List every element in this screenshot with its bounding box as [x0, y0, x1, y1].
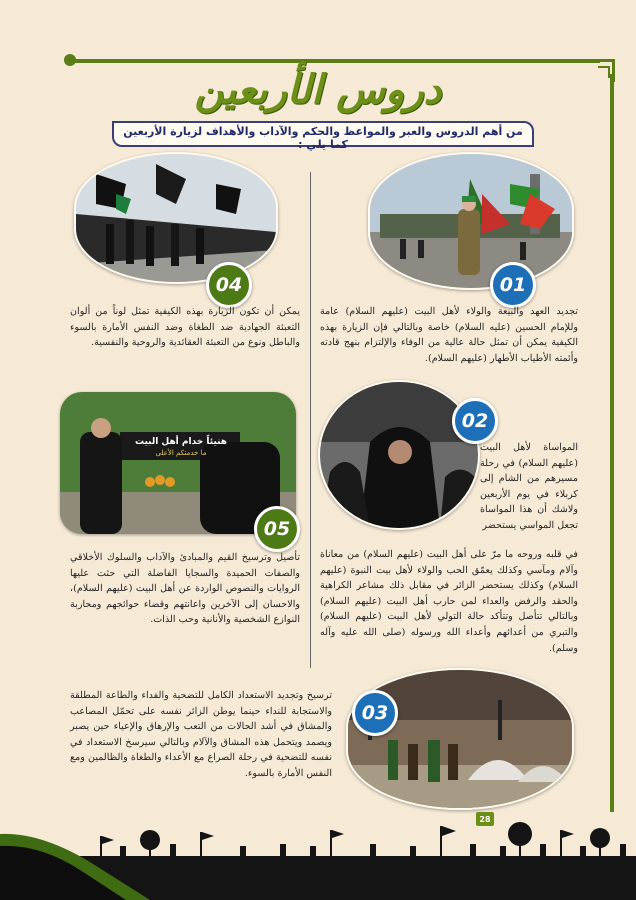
section-01-text: تجديد العهد والبيعة والولاء لأهل البيت (عليهم السلام) عامة وللإمام الحسين (عليه السلام) خاصة وبالتالي فإن الزيارة بهذه الكيفية يمكن أن تمثل حالة عالية من الوفاء والإلتزام بنهج قادته وأئمته الأطياب الأطهار (عليهم السلام).	[320, 306, 578, 364]
section-02-photo	[318, 380, 480, 530]
frame-right-line	[610, 74, 614, 812]
section-03-photo	[346, 668, 574, 810]
subtitle-box	[112, 121, 534, 151]
section-04-text: يمكن أن تكون الزيارة بهذه الكيفية تمثل لوناً من ألوان التعبئة الجهادية ضد الطغاة وضد النفس الأمارة بالسوء والباطل ونوع من التعبئة العقائدية والروحية والنفسية.	[70, 306, 300, 349]
section-03-text: ترسيخ وتجديد الاستعداد الكامل للتضحية والفداء والطاعة المطلقة والاستجابة للنداء حينما يوطن الزائر نفسه على تحمّل المصاعب والمشاق في أشد الحالات من التعب والإرهاق والإعياء حين يصبر ويصمد ويتحمل هذه المشاق والآلام وبالتالي سيرسخ الاستعداد في نفسه للتضحية في رحلة الصراع مع الأعداء والطغاة والظالمين ومع النفس الأمارة بالسوء.	[70, 690, 332, 779]
section-01-number-badge: 01	[490, 262, 536, 308]
section-02-text-full: في قلبه وروحه ما مرّ على أهل البيت (عليهم السلام) من معاناة وآلام ومآسي وكذلك يعمّق الحب والولاء لأهل بيت النبوة (عليهم السلام) وكذلك يستحضر الزائر في مقابل ذلك مشاعر الكراهية والحقد والرفض والعداء لمن حارب أهل البيت (عليهم السلام) وبالتالي تتأصل وتتأكد حالة التولي لأهل البيت (عليهم السلام) والتبري من أعدائهم وأعداء الله ورسوله (صلى الله عليه وآله وسلم).	[320, 549, 578, 654]
serving-banner-text: هنيئاً خدام أهل البيت	[134, 437, 228, 447]
page-subtitle: من أهم الدروس والعبر والمواعظ والحكم والآداب والأهداف لزيارة الأربعين كما يلي :	[123, 125, 523, 151]
section-04-number-badge: 04	[206, 262, 252, 308]
column-divider	[310, 172, 311, 668]
section-04-photo	[74, 152, 278, 284]
section-03-number-badge: 03	[352, 690, 398, 736]
marching-crowd-image	[76, 154, 276, 282]
mourning-women-image	[320, 382, 478, 528]
page-title: دروس الأربعين	[194, 66, 442, 113]
section-01-photo	[368, 152, 574, 290]
section-05-text: تأصيل وترسيخ القيم والمبادئ والآداب والسلوك الأخلاقي والصفات الحميدة والسجايا الفاضلة التي حثت عليها الروايات والنصوص الواردة عن أهل البيت (عليهم السلام)، والاحسان إلى الآخرين واعانتهم وقضاء حوائجهم ومحاربة النوازع الشخصية والأنانية وحب الذات.	[70, 552, 300, 626]
pilgrims-silhouette-band	[0, 812, 636, 900]
section-02-text-side: المواساة لأهل البيت (عليهم السلام) في رحلة مسيرهم من الشام إلى كربلاء في يوم الأربعين ولاشك أن هذا المواساة تجعل المواسي يستحضر	[480, 442, 578, 531]
frame-dot	[64, 54, 76, 66]
frame-top-line	[70, 59, 600, 63]
pilgrim-with-banners-image	[370, 154, 572, 288]
section-02-number-badge: 02	[452, 398, 498, 444]
serving-banner-subtext: ما خدمتكم الأعلى	[155, 449, 207, 457]
section-05-number-badge: 05	[254, 506, 300, 552]
page-number: 28	[476, 812, 494, 826]
